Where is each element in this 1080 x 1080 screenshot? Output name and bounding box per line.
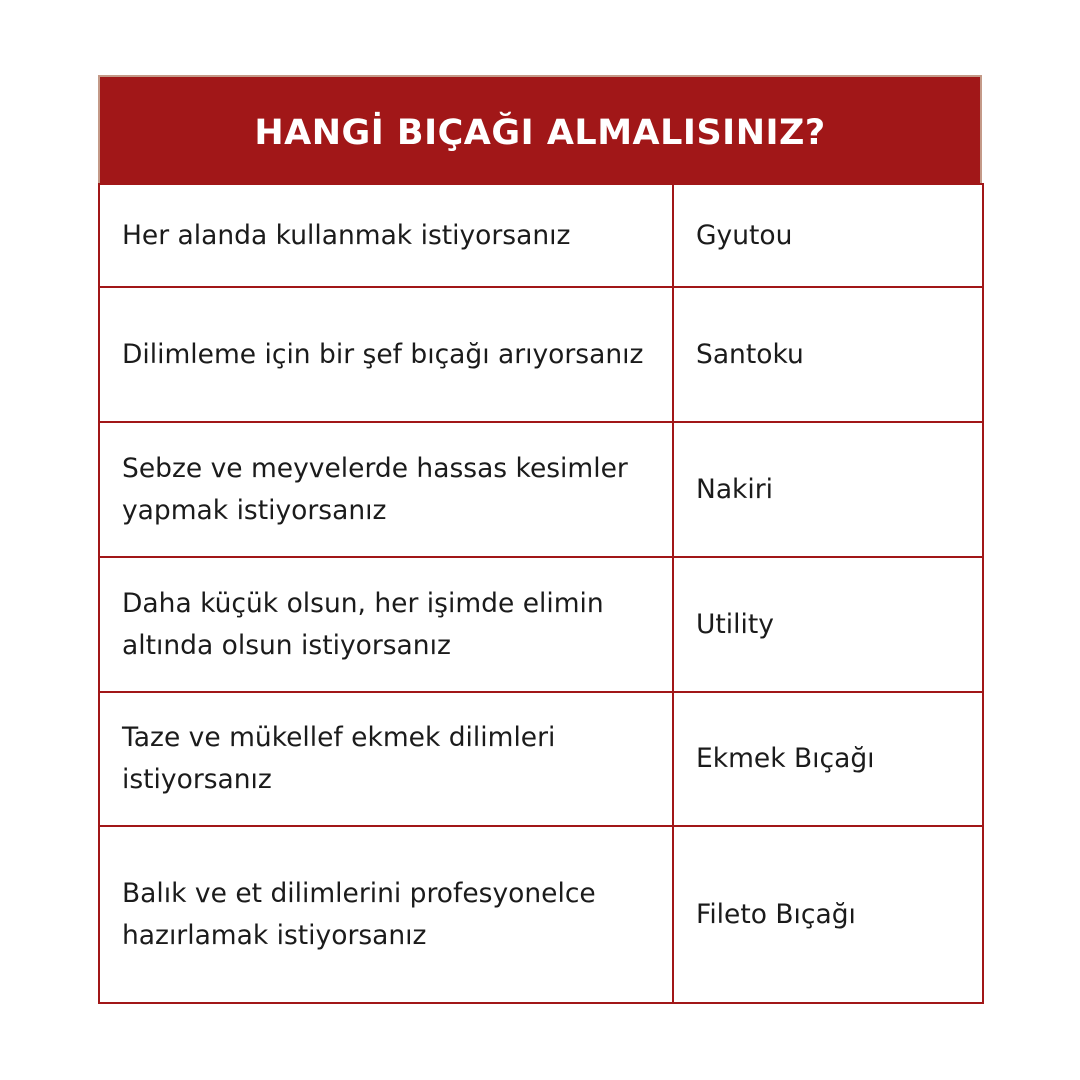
condition-cell: Dilimleme için bir şef bıçağı arıyorsanız bbox=[99, 287, 673, 422]
knife-cell: Fileto Bıçağı bbox=[673, 826, 983, 1003]
table-row bbox=[99, 692, 983, 826]
knife-cell: Nakiri bbox=[673, 422, 983, 557]
knife-table bbox=[98, 183, 984, 1004]
table-row bbox=[99, 826, 983, 1003]
knife-cell: Ekmek Bıçağı bbox=[673, 692, 983, 826]
table-header bbox=[98, 75, 982, 185]
knife-cell: Utility bbox=[673, 557, 983, 692]
page-title: HANGİ BIÇAĞI ALMALISINIZ? bbox=[254, 113, 826, 153]
table-row bbox=[99, 287, 983, 422]
table-row bbox=[99, 422, 983, 557]
table-row bbox=[99, 184, 983, 287]
condition-cell: Daha küçük olsun, her işimde elimin altında olsun istiyorsanız bbox=[99, 557, 673, 692]
knife-cell: Gyutou bbox=[673, 184, 983, 287]
condition-cell: Balık ve et dilimlerini profesyonelce hazırlamak istiyorsanız bbox=[99, 826, 673, 1003]
knife-guide-card bbox=[98, 75, 982, 1002]
table-row bbox=[99, 557, 983, 692]
condition-cell: Her alanda kullanmak istiyorsanız bbox=[99, 184, 673, 287]
condition-cell: Taze ve mükellef ekmek dilimleri istiyorsanız bbox=[99, 692, 673, 826]
knife-cell: Santoku bbox=[673, 287, 983, 422]
condition-cell: Sebze ve meyvelerde hassas kesimler yapmak istiyorsanız bbox=[99, 422, 673, 557]
